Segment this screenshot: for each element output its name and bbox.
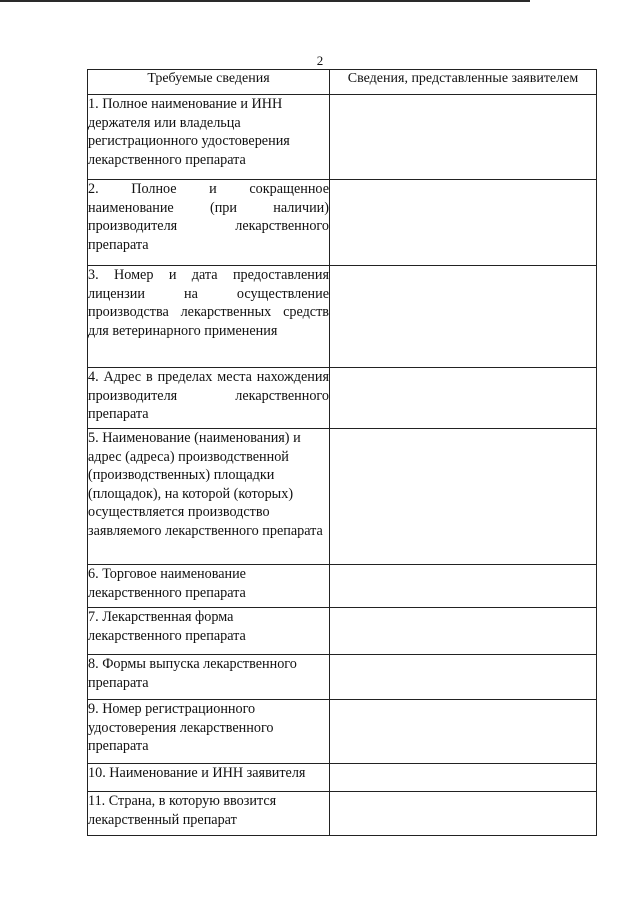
table-row: [88, 368, 597, 429]
row-value-cell[interactable]: [330, 429, 597, 565]
table-row: [88, 700, 597, 764]
row-label: 4. Адрес в пределах места нахождения производителя лекарственного препарата: [88, 368, 330, 429]
row-value-cell[interactable]: [330, 608, 597, 655]
table-row: [88, 95, 597, 180]
table-header-row: [88, 70, 597, 95]
table-row: [88, 266, 597, 368]
table-row: [88, 764, 597, 792]
row-value-cell[interactable]: [330, 792, 597, 836]
row-value-cell[interactable]: [330, 764, 597, 792]
row-value-cell[interactable]: [330, 368, 597, 429]
table-row: [88, 429, 597, 565]
table-row: [88, 180, 597, 266]
row-label: 9. Номер регистрационного удостоверения лекарственного препарата: [88, 700, 330, 764]
row-value-cell[interactable]: [330, 655, 597, 700]
header-required-info: Требуемые сведения: [88, 70, 330, 95]
row-label: 6. Торговое наименование лекарственного препарата: [88, 565, 330, 608]
page-number: 2: [316, 53, 324, 68]
row-value-cell[interactable]: [330, 700, 597, 764]
table-row: [88, 655, 597, 700]
row-label: 8. Формы выпуска лекарственного препарата: [88, 655, 330, 700]
row-value-cell[interactable]: [330, 180, 597, 266]
row-value-cell[interactable]: [330, 266, 597, 368]
row-label: 5. Наименование (наименования) и адрес (адреса) производственной (производственных) площадки (площадок), на которой (которых) осуществляется производство заявляемого лекарственного препарата: [88, 429, 330, 565]
row-value-cell[interactable]: [330, 565, 597, 608]
row-label: 11. Страна, в которую ввозится лекарственный препарат: [88, 792, 330, 836]
header-provided-info: Сведения, представленные заявителем: [330, 70, 597, 95]
table-row: [88, 565, 597, 608]
table-row: [88, 608, 597, 655]
row-label: 7. Лекарственная форма лекарственного препарата: [88, 608, 330, 655]
application-info-table: [87, 69, 597, 836]
table-row: [88, 792, 597, 836]
row-label: 3. Номер и дата предоставления лицензии на осуществление производства лекарственных средств для ветеринарного применения: [88, 266, 330, 368]
row-label: 10. Наименование и ИНН заявителя: [88, 764, 330, 792]
row-label: 1. Полное наименование и ИНН держателя или владельца регистрационного удостоверения лекарственного препарата: [88, 95, 330, 180]
row-label: 2. Полное и сокращенное наименование (при наличии) производителя лекарственного препарата: [88, 180, 330, 266]
scan-edge-line: [0, 0, 530, 2]
row-value-cell[interactable]: [330, 95, 597, 180]
